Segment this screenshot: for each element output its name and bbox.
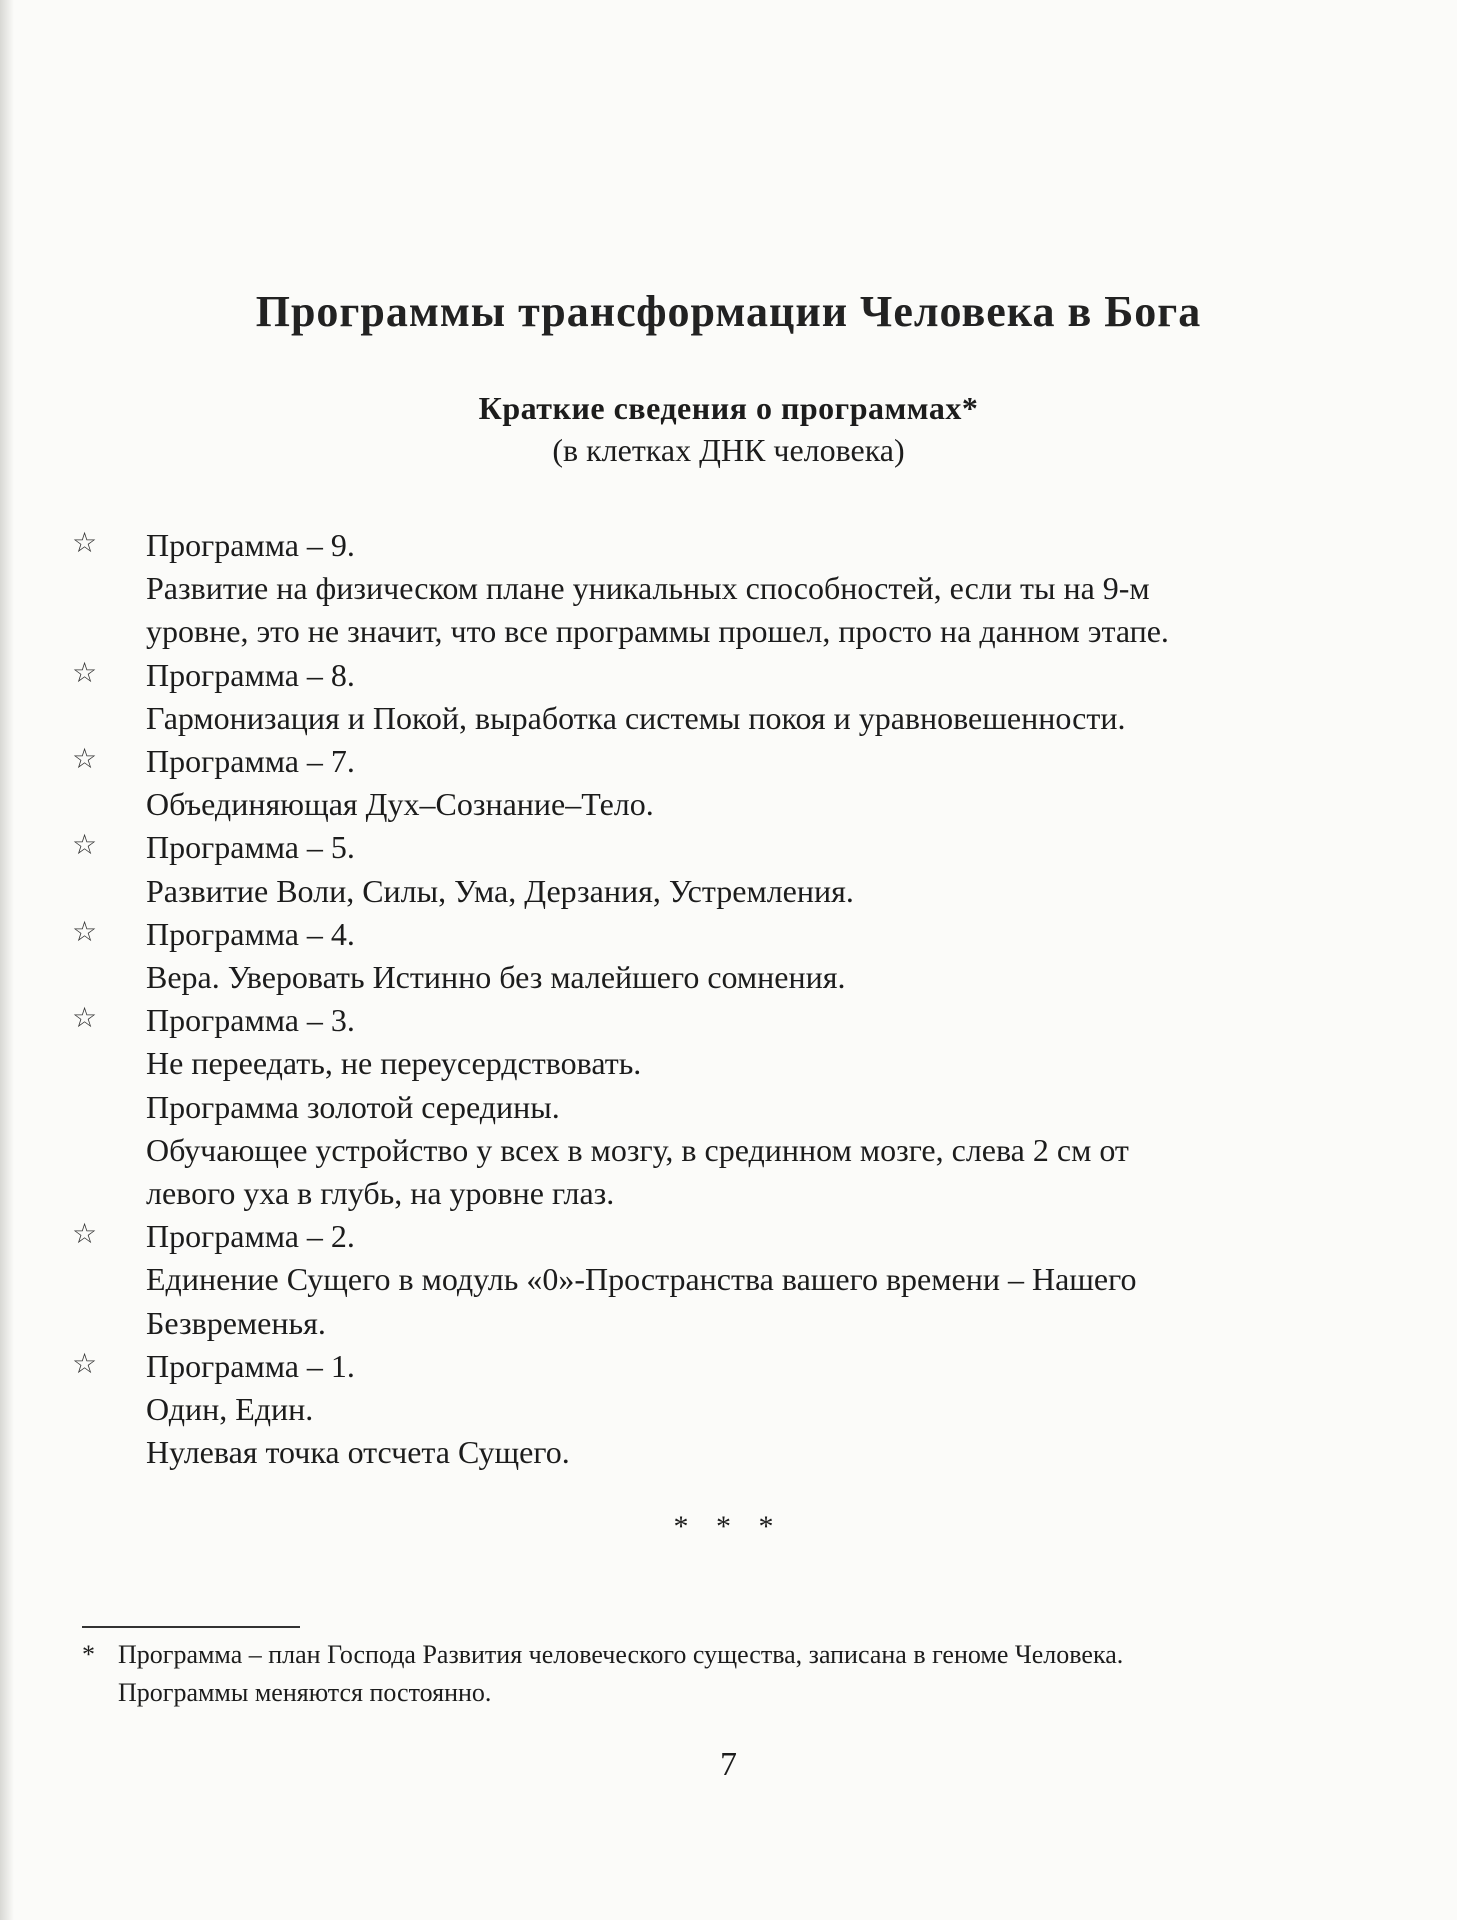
program-text: Развитие на физическом плане уникальных способностей, если ты на 9-м [146,570,1150,607]
star-outline-icon: ☆ [72,1217,98,1251]
program-item-2 [72,1215,1392,1345]
program-text: уровне, это не значит, что все программы прошел, просто на данном этапе. [146,613,1169,650]
footnote-text: Программа – план Господа Развития человеческого существа, записана в геноме Человека. [118,1640,1124,1669]
program-heading: Программа – 3. [146,1002,355,1039]
footnote-divider [82,1626,300,1628]
star-outline-icon: ☆ [72,914,98,948]
star-outline-icon: ☆ [72,526,98,559]
program-text: левого уха в глубь, на уровне глаз. [146,1175,615,1212]
footnote-mark: * [82,1640,95,1669]
program-text: Развитие Воли, Силы, Ума, Дерзания, Устремления. [146,872,854,909]
program-heading: Программа – 2. [146,1218,355,1255]
footnote-text: Программы меняются постоянно. [118,1678,492,1707]
program-heading: Программа – 7. [146,743,355,780]
program-item-5 [72,826,1392,912]
program-text: Программа золотой середины. [146,1088,560,1125]
footnote [82,1636,1402,1712]
program-item-8 [72,654,1392,740]
program-text: Объединяющая Дух–Сознание–Тело. [146,786,654,823]
section-subnote: (в клетках ДНК человека) [552,432,905,468]
program-text: Вера. Уверовать Истинно без малейшего сомнения. [146,959,846,996]
program-text: Единение Сущего в модуль «0»-Пространства вашего времени – Нашего [146,1261,1137,1298]
program-item-3 [72,999,1392,1215]
program-text: Безвременья. [146,1304,326,1341]
section-separator: * * * [673,1510,784,1543]
star-outline-icon: ☆ [72,1346,98,1380]
program-text: Нулевая точка отсчета Сущего. [146,1434,570,1471]
program-text: Гармонизация и Покой, выработка системы покоя и уравновешенности. [146,699,1126,736]
program-text: Не переедать, не переусердствовать. [146,1045,642,1082]
program-item-4 [72,913,1392,999]
page-number: 7 [720,1746,737,1783]
program-heading: Программа – 9. [146,527,355,563]
star-outline-icon: ☆ [72,1001,98,1035]
program-item-1 [72,1345,1392,1475]
program-heading: Программа – 4. [146,915,355,952]
program-text: Один, Един. [146,1391,314,1428]
star-outline-icon: ☆ [72,828,98,862]
section-subtitle: Краткие сведения о программах* [478,390,979,426]
program-list [72,524,1392,1474]
star-outline-icon: ☆ [72,655,98,689]
program-heading: Программа – 5. [146,829,355,866]
page-title: Программы трансформации Человека в Бога [255,287,1202,336]
program-heading: Программа – 8. [146,656,355,693]
program-item-7 [72,740,1392,826]
program-text: Обучающее устройство у всех в мозгу, в срединном мозге, слева 2 см от [146,1131,1129,1168]
program-heading: Программа – 1. [146,1347,355,1384]
star-outline-icon: ☆ [72,742,98,776]
program-item-9 [72,524,1392,654]
